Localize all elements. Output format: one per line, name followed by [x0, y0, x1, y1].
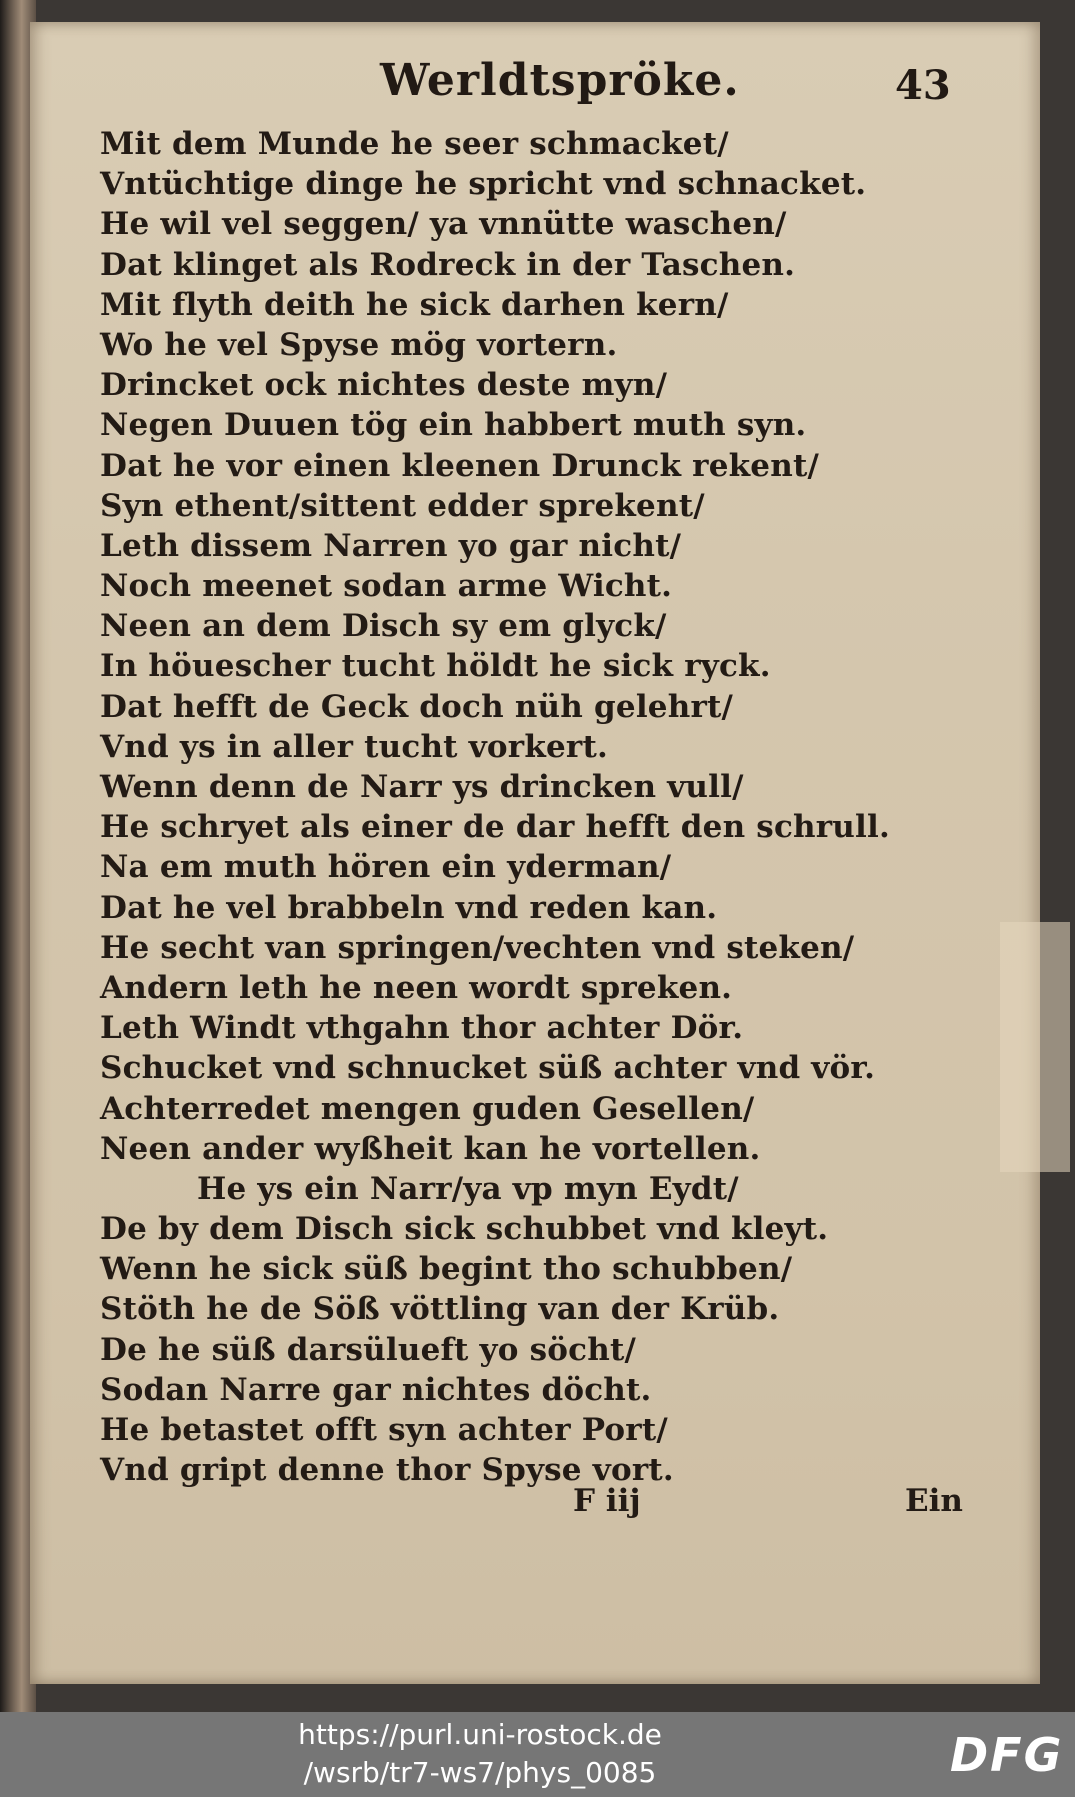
verse-line: In höuescher tucht höldt he sick ryck. [100, 648, 771, 685]
verse-line: Sodan Narre gar nichtes döcht. [100, 1371, 652, 1408]
verse-line: Dat he vor einen kleenen Drunck rekent/ [100, 447, 820, 484]
verse-line: Drincket ock nichtes deste myn/ [100, 367, 668, 404]
verse-line: Dat klinget als Rodreck in der Taschen. [100, 246, 796, 283]
verse-line: He schryet als einer de dar hefft den schrull. [100, 809, 890, 846]
verse-line: Mit dem Munde he seer schmacket/ [100, 126, 729, 162]
permalink-line-2[interactable]: /wsrb/tr7-ws7/phys_0085 [303, 1756, 657, 1789]
catchword: Ein [905, 1483, 963, 1519]
verse-line: Wo he vel Spyse mög vortern. [100, 326, 618, 363]
verse-line: Wenn he sick süß begint tho schubben/ [100, 1251, 793, 1288]
verse-text [100, 124, 980, 1490]
verse-line: He wil vel seggen/ ya vnnütte waschen/ [100, 206, 787, 243]
verse-line: He ys ein Narr/ya vp myn Eydt/ [197, 1170, 739, 1207]
verse-line: He betastet offt syn achter Port/ [100, 1412, 668, 1448]
verse-line: Vnd ys in aller tucht vorkert. [100, 728, 608, 765]
verse-line: Dat hefft de Geck doch nüh gelehrt/ [100, 688, 734, 725]
verse-line: Neen an dem Disch sy em glyck/ [100, 608, 667, 645]
verse-line: Schucket vnd schnucket süß achter vnd vör. [100, 1050, 876, 1087]
verse-line: Noch meenet sodan arme Wicht. [100, 568, 673, 605]
verse-line: De he süß darsülueft yo söcht/ [100, 1331, 637, 1368]
verse-line: Negen Duuen tög ein habbert muth syn. [100, 407, 807, 444]
verse-line: Syn ethent/sittent edder sprekent/ [100, 487, 705, 524]
page-number: 43 [895, 62, 951, 109]
permalink-line-1[interactable]: https://purl.uni-rostock.de [298, 1718, 662, 1751]
verse-line: Dat he vel brabbeln vnd reden kan. [100, 889, 718, 926]
verse-line: Vnd gript denne thor Spyse vort. [100, 1452, 674, 1489]
verse-line: Na em muth hören ein yderman/ [100, 849, 672, 886]
verse-line: Andern leth he neen wordt spreken. [100, 969, 733, 1006]
verse-line: Stöth he de Söß vöttling van der Krüb. [100, 1291, 780, 1328]
verse-line: Leth Windt vthgahn thor achter Dör. [100, 1010, 744, 1047]
verse-line: Vntüchtige dinge he spricht vnd schnacket. [100, 166, 867, 203]
verse-line: Wenn denn de Narr ys drincken vull/ [100, 769, 744, 805]
dfg-logo: DFG [950, 1728, 1064, 1782]
verse-line: Mit flyth deith he sick darhen kern/ [100, 286, 729, 323]
paper-stain [1000, 922, 1070, 1172]
verse-line: Neen ander wyßheit kan he vortellen. [100, 1130, 761, 1167]
running-title: Werldtspröke. [380, 55, 740, 106]
verse-line: Leth dissem Narren yo gar nicht/ [100, 527, 682, 564]
verse-line: He secht van springen/vechten vnd steken/ [100, 929, 855, 966]
signature-mark: F iij [573, 1483, 641, 1519]
verse-line: Achterredet mengen guden Gesellen/ [100, 1090, 755, 1127]
verse-line: De by dem Disch sick schubbet vnd kleyt. [100, 1211, 829, 1248]
